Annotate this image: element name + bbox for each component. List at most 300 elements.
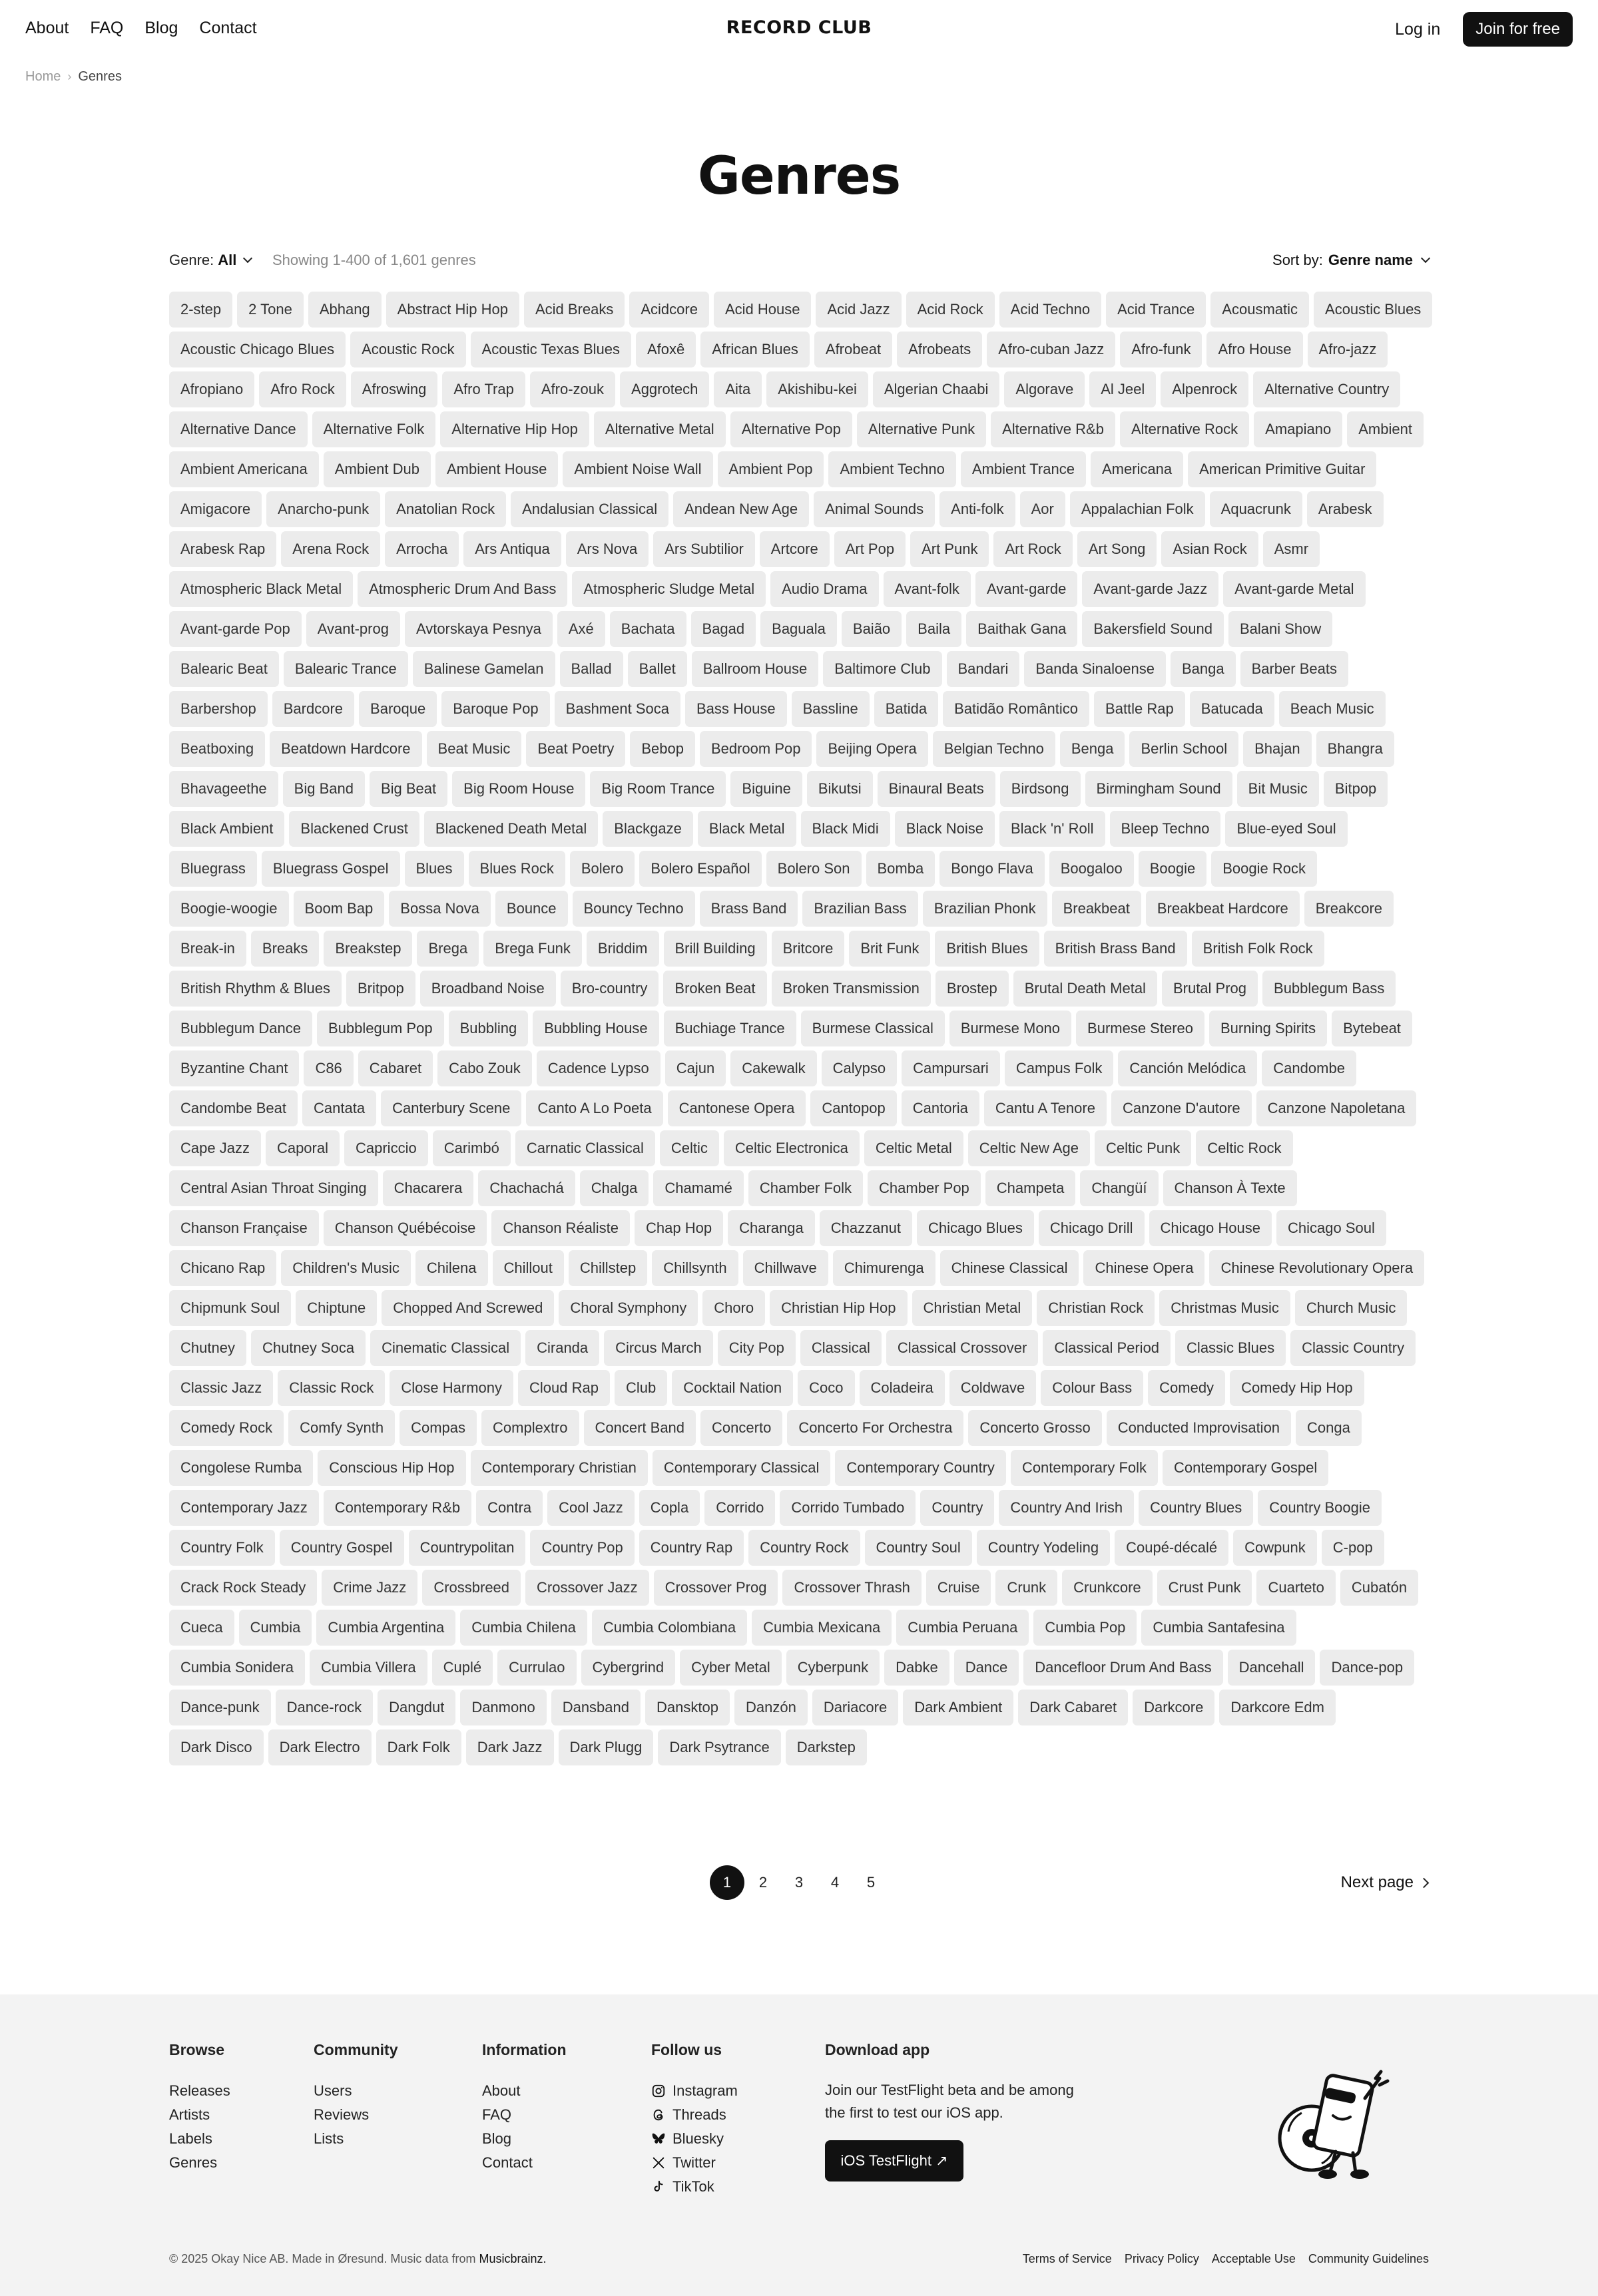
genre-chip[interactable]: Alternative Punk — [857, 411, 986, 447]
genre-chip[interactable]: Bitpop — [1324, 771, 1388, 807]
genre-chip[interactable]: Ambient Pop — [718, 451, 824, 487]
genre-chip[interactable]: Country And Irish — [999, 1490, 1134, 1526]
genre-chip[interactable]: Colour Bass — [1041, 1370, 1143, 1406]
genre-chip[interactable]: Cumbia Peruana — [896, 1610, 1029, 1646]
genre-chip[interactable]: Blackened Crust — [289, 811, 419, 847]
genre-chip[interactable]: Chanson Québécoise — [324, 1210, 487, 1246]
genre-chip[interactable]: Chamamé — [653, 1170, 743, 1206]
genre-chip[interactable]: Darkcore Edm — [1219, 1690, 1336, 1725]
genre-chip[interactable]: Atmospheric Drum And Bass — [358, 571, 567, 607]
genre-chip[interactable]: British Folk Rock — [1192, 931, 1324, 967]
genre-chip[interactable]: Cantu A Tenore — [984, 1090, 1107, 1126]
genre-chip[interactable]: Countrypolitan — [409, 1530, 526, 1566]
genre-chip[interactable]: Chacarera — [383, 1170, 474, 1206]
genre-chip[interactable]: American Primitive Guitar — [1188, 451, 1376, 487]
footer-link-labels[interactable]: Labels — [169, 2130, 212, 2147]
genre-chip[interactable]: Acid Techno — [999, 292, 1101, 328]
genre-chip[interactable]: Concerto — [700, 1410, 782, 1446]
genre-chip[interactable]: Anti-folk — [939, 491, 1015, 527]
page-number-button[interactable]: 1 — [710, 1865, 744, 1900]
footer-link-bluesky[interactable] — [651, 2127, 738, 2151]
genre-chip[interactable]: Audio Drama — [770, 571, 878, 607]
genre-chip[interactable]: Amapiano — [1254, 411, 1342, 447]
genre-chip[interactable]: Bakersfield Sound — [1082, 611, 1224, 647]
genre-chip[interactable]: Cumbia Argentina — [316, 1610, 455, 1646]
breadcrumb-home-link[interactable]: Home — [25, 69, 61, 84]
genre-chip[interactable]: Country Gospel — [280, 1530, 404, 1566]
genre-chip[interactable]: Cumbia Santafesina — [1141, 1610, 1296, 1646]
genre-chip[interactable]: Alternative Dance — [169, 411, 308, 447]
genre-chip[interactable]: Afro Trap — [442, 371, 525, 407]
genre-chip[interactable]: Bardcore — [272, 691, 354, 727]
genre-chip[interactable]: Bhangra — [1316, 731, 1394, 767]
genre-chip[interactable]: Ars Subtilior — [653, 531, 755, 567]
genre-chip[interactable]: Banda Sinaloense — [1024, 651, 1166, 687]
genre-chip[interactable]: Concert Band — [584, 1410, 696, 1446]
genre-chip[interactable]: Avant-prog — [306, 611, 400, 647]
genre-chip[interactable]: Bebop — [630, 731, 695, 767]
genre-chip[interactable]: Chicano Rap — [169, 1250, 276, 1286]
genre-chip[interactable]: Coco — [798, 1370, 854, 1406]
genre-chip[interactable]: 2-step — [169, 292, 232, 328]
genre-chip[interactable]: Batidão Romântico — [943, 691, 1089, 727]
page-number-button[interactable]: 2 — [758, 1874, 768, 1891]
genre-chip[interactable]: British Brass Band — [1044, 931, 1187, 967]
genre-chip[interactable]: Cumbia Sonidera — [169, 1650, 305, 1686]
genre-chip[interactable]: Boom Bap — [294, 891, 385, 927]
genre-chip[interactable]: Brazilian Bass — [802, 891, 918, 927]
genre-chip[interactable]: Baroque Pop — [441, 691, 549, 727]
genre-chip[interactable]: Acousmatic — [1210, 292, 1309, 328]
genre-chip[interactable]: Black Midi — [801, 811, 890, 847]
genre-chip[interactable]: Currulao — [497, 1650, 576, 1686]
genre-chip[interactable]: Chinese Opera — [1083, 1250, 1204, 1286]
genre-chip[interactable]: Alternative R&b — [991, 411, 1115, 447]
genre-chip[interactable]: Corrido — [704, 1490, 775, 1526]
genre-chip[interactable]: Cantopop — [810, 1090, 896, 1126]
genre-chip[interactable]: Benga — [1060, 731, 1125, 767]
genre-chip[interactable]: Cumbia Chilena — [460, 1610, 587, 1646]
genre-chip[interactable]: Bomba — [866, 851, 935, 887]
genre-chip[interactable]: Chopped And Screwed — [382, 1290, 554, 1326]
genre-chip[interactable]: Dansband — [551, 1690, 641, 1725]
genre-chip[interactable]: Alpenrock — [1161, 371, 1248, 407]
footer-link-reviews[interactable]: Reviews — [314, 2106, 370, 2123]
genre-chip[interactable]: Calypso — [822, 1050, 897, 1086]
genre-chip[interactable]: Danmono — [460, 1690, 546, 1725]
genre-chip[interactable]: Crack Rock Steady — [169, 1570, 317, 1606]
genre-chip[interactable]: Club — [615, 1370, 667, 1406]
genre-chip[interactable]: Balearic Beat — [169, 651, 279, 687]
genre-chip[interactable]: Compas — [400, 1410, 477, 1446]
genre-chip[interactable]: Canterbury Scene — [381, 1090, 521, 1126]
join-button[interactable]: Join for free — [1463, 12, 1573, 47]
genre-chip[interactable]: Choro — [702, 1290, 765, 1326]
genre-chip[interactable]: Brutal Death Metal — [1013, 971, 1157, 1007]
genre-chip[interactable]: Cumbia — [239, 1610, 312, 1646]
genre-chip[interactable]: Blackened Death Metal — [424, 811, 598, 847]
genre-chip[interactable]: Americana — [1091, 451, 1183, 487]
genre-chip[interactable]: Chamber Folk — [748, 1170, 863, 1206]
genre-chip[interactable]: Dark Plugg — [559, 1729, 654, 1765]
page-number-button[interactable]: 4 — [830, 1874, 840, 1891]
genre-chip[interactable]: Banga — [1171, 651, 1236, 687]
genre-chip[interactable]: Country Rap — [639, 1530, 744, 1566]
genre-chip[interactable]: Bassline — [792, 691, 870, 727]
genre-chip[interactable]: Dark Jazz — [466, 1729, 554, 1765]
genre-chip[interactable]: Bashment Soca — [555, 691, 680, 727]
genre-chip[interactable]: Country Boogie — [1258, 1490, 1382, 1526]
genre-chip[interactable]: Crust Punk — [1157, 1570, 1252, 1606]
genre-chip[interactable]: Dancehall — [1228, 1650, 1316, 1686]
genre-chip[interactable]: Dark Ambient — [903, 1690, 1013, 1725]
genre-chip[interactable]: Dansktop — [645, 1690, 730, 1725]
genre-chip[interactable]: Ballroom House — [692, 651, 819, 687]
genre-chip[interactable]: Arrocha — [385, 531, 459, 567]
genre-chip[interactable]: Country Blues — [1139, 1490, 1253, 1526]
genre-chip[interactable]: Cantata — [302, 1090, 376, 1126]
footer-link-faq[interactable]: FAQ — [482, 2106, 512, 2123]
genre-chip[interactable]: Celtic Rock — [1196, 1130, 1292, 1166]
genre-chip[interactable]: Chillwave — [743, 1250, 828, 1286]
genre-chip[interactable]: Black Noise — [895, 811, 995, 847]
genre-chip[interactable]: Campursari — [902, 1050, 1000, 1086]
genre-chip[interactable]: Big Band — [283, 771, 365, 807]
genre-chip[interactable]: Concerto For Orchestra — [787, 1410, 963, 1446]
genre-chip[interactable]: Ambient Techno — [828, 451, 955, 487]
genre-chip[interactable]: Avant-garde — [975, 571, 1077, 607]
genre-chip[interactable]: Dark Disco — [169, 1729, 264, 1765]
genre-chip[interactable]: Comedy Hip Hop — [1230, 1370, 1364, 1406]
genre-chip[interactable]: Crunk — [995, 1570, 1057, 1606]
genre-chip[interactable]: Bubblegum Pop — [317, 1011, 444, 1046]
genre-chip[interactable]: Dance-pop — [1320, 1650, 1414, 1686]
genre-chip[interactable]: Dance-punk — [169, 1690, 271, 1725]
genre-chip[interactable]: Bikutsi — [807, 771, 873, 807]
genre-chip[interactable]: Breakbeat Hardcore — [1146, 891, 1300, 927]
genre-chip[interactable]: Acoustic Chicago Blues — [169, 332, 346, 367]
genre-chip[interactable]: Cape Jazz — [169, 1130, 261, 1166]
genre-chip[interactable]: Cocktail Nation — [672, 1370, 793, 1406]
genre-chip[interactable]: Contemporary Gospel — [1163, 1450, 1328, 1486]
genre-chip[interactable]: Black Metal — [698, 811, 796, 847]
genre-chip[interactable]: Baltimore Club — [823, 651, 941, 687]
genre-chip[interactable]: Akishibu-kei — [766, 371, 868, 407]
genre-chip[interactable]: Arena Rock — [281, 531, 380, 567]
genre-chip[interactable]: Crossbreed — [422, 1570, 521, 1606]
genre-chip[interactable]: Comedy — [1148, 1370, 1225, 1406]
genre-chip[interactable]: Chutney Soca — [251, 1330, 366, 1366]
genre-chip[interactable]: Algorave — [1004, 371, 1085, 407]
genre-chip[interactable]: Darkcore — [1133, 1690, 1214, 1725]
genre-chip[interactable]: Brill Building — [664, 931, 767, 967]
genre-chip[interactable]: Dark Folk — [376, 1729, 461, 1765]
community-guidelines-link[interactable]: Community Guidelines — [1308, 2252, 1429, 2265]
genre-chip[interactable]: Chap Hop — [635, 1210, 723, 1246]
genre-chip[interactable]: Cueca — [169, 1610, 234, 1646]
page-number-button[interactable]: 5 — [866, 1874, 876, 1891]
genre-chip[interactable]: Dancefloor Drum And Bass — [1023, 1650, 1222, 1686]
genre-chip[interactable]: Choral Symphony — [559, 1290, 698, 1326]
genre-chip[interactable]: Cuarteto — [1256, 1570, 1335, 1606]
genre-chip[interactable]: Batida — [874, 691, 938, 727]
genre-chip[interactable]: Chalga — [580, 1170, 649, 1206]
genre-chip[interactable]: Ciranda — [525, 1330, 599, 1366]
genre-chip[interactable]: Chillsynth — [652, 1250, 738, 1286]
genre-chip[interactable]: Afrobeat — [814, 332, 892, 367]
next-page-button[interactable] — [1341, 1873, 1428, 1892]
genre-chip[interactable]: C86 — [304, 1050, 353, 1086]
genre-chip[interactable]: Classical Period — [1043, 1330, 1171, 1366]
genre-chip[interactable]: Britpop — [346, 971, 415, 1007]
genre-chip[interactable]: Chillout — [493, 1250, 564, 1286]
genre-chip[interactable]: Contemporary Jazz — [169, 1490, 319, 1526]
genre-chip[interactable]: African Blues — [700, 332, 810, 367]
genre-chip[interactable]: Ambient — [1347, 411, 1424, 447]
genre-chip[interactable]: Corrido Tumbado — [780, 1490, 916, 1526]
genre-chip[interactable]: Belgian Techno — [933, 731, 1055, 767]
genre-chip[interactable]: Candombe — [1262, 1050, 1356, 1086]
genre-chip[interactable]: Chillstep — [569, 1250, 647, 1286]
genre-chip[interactable]: Christian Rock — [1037, 1290, 1155, 1326]
genre-chip[interactable]: Christian Metal — [912, 1290, 1033, 1326]
genre-chip[interactable]: Blues — [405, 851, 464, 887]
genre-chip[interactable]: Alternative Country — [1253, 371, 1400, 407]
genre-chip[interactable]: Crossover Jazz — [525, 1570, 649, 1606]
genre-chip[interactable]: Arabesk — [1307, 491, 1384, 527]
genre-chip[interactable]: Dariacore — [812, 1690, 898, 1725]
nav-blog-link[interactable]: Blog — [144, 19, 178, 37]
genre-chip[interactable]: Barbershop — [169, 691, 268, 727]
genre-chip[interactable]: Cybergrind — [581, 1650, 676, 1686]
genre-chip[interactable]: Complextro — [481, 1410, 579, 1446]
genre-chip[interactable]: Bedroom Pop — [700, 731, 812, 767]
genre-chip[interactable]: Classic Jazz — [169, 1370, 273, 1406]
genre-chip[interactable]: Broken Transmission — [772, 971, 931, 1007]
genre-chip[interactable]: Chutney — [169, 1330, 246, 1366]
genre-chip[interactable]: Artcore — [760, 531, 830, 567]
genre-chip[interactable]: Chilena — [415, 1250, 488, 1286]
privacy-link[interactable]: Privacy Policy — [1124, 2252, 1199, 2265]
genre-chip[interactable]: Baguala — [760, 611, 837, 647]
genre-chip[interactable]: Broadband Noise — [420, 971, 556, 1007]
footer-link-artists[interactable]: Artists — [169, 2106, 210, 2123]
genre-chip[interactable]: Chipmunk Soul — [169, 1290, 291, 1326]
genre-chip[interactable]: Aor — [1020, 491, 1065, 527]
genre-chip[interactable]: Classic Country — [1290, 1330, 1416, 1366]
genre-chip[interactable]: Chinese Classical — [940, 1250, 1079, 1286]
genre-chip[interactable]: Cumbia Mexicana — [752, 1610, 892, 1646]
genre-chip[interactable]: Biguine — [730, 771, 802, 807]
genre-chip[interactable]: Art Punk — [910, 531, 989, 567]
genre-chip[interactable]: Breakstep — [324, 931, 412, 967]
genre-chip[interactable]: Coladeira — [860, 1370, 945, 1406]
genre-chip[interactable]: Chachachá — [478, 1170, 575, 1206]
genre-chip[interactable]: Atmospheric Sludge Metal — [572, 571, 766, 607]
genre-chip[interactable]: Cumbia Colombiana — [592, 1610, 747, 1646]
genre-chip[interactable]: Afropiano — [169, 371, 254, 407]
genre-chip[interactable]: Animal Sounds — [814, 491, 935, 527]
genre-chip[interactable]: Concerto Grosso — [968, 1410, 1101, 1446]
genre-chip[interactable]: Birdsong — [1000, 771, 1081, 807]
genre-chip[interactable]: Cubatón — [1340, 1570, 1418, 1606]
genre-chip[interactable]: Big Beat — [370, 771, 447, 807]
genre-chip[interactable]: Beach Music — [1279, 691, 1386, 727]
genre-chip[interactable]: Alternative Metal — [594, 411, 726, 447]
genre-chip[interactable]: Contemporary Folk — [1011, 1450, 1158, 1486]
genre-chip[interactable]: Brass Band — [700, 891, 798, 927]
musicbrainz-link[interactable]: Musicbrainz. — [479, 2252, 547, 2265]
genre-chip[interactable]: Bubbling — [449, 1011, 529, 1046]
genre-chip[interactable]: Broken Beat — [663, 971, 766, 1007]
genre-chip[interactable]: Classical — [800, 1330, 882, 1366]
genre-chip[interactable]: Ambient House — [435, 451, 558, 487]
genre-chip[interactable]: City Pop — [718, 1330, 796, 1366]
genre-chip[interactable]: Alternative Folk — [312, 411, 436, 447]
genre-chip[interactable]: Bolero — [570, 851, 635, 887]
genre-chip[interactable]: Capriccio — [344, 1130, 428, 1166]
genre-chip[interactable]: Baithak Gana — [966, 611, 1077, 647]
genre-chip[interactable]: Bhajan — [1243, 731, 1312, 767]
footer-link-users[interactable]: Users — [314, 2082, 352, 2099]
genre-chip[interactable]: Burmese Mono — [949, 1011, 1071, 1046]
genre-chip[interactable]: Canción Melódica — [1118, 1050, 1257, 1086]
genre-chip[interactable]: Brostep — [935, 971, 1009, 1007]
genre-chip[interactable]: Blackgaze — [603, 811, 693, 847]
footer-link-threads[interactable] — [651, 2103, 738, 2127]
genre-chip[interactable]: Baroque — [359, 691, 437, 727]
genre-chip[interactable]: Chamber Pop — [868, 1170, 981, 1206]
genre-chip[interactable]: Cakewalk — [730, 1050, 816, 1086]
genre-chip[interactable]: Alternative Pop — [730, 411, 852, 447]
ios-testflight-button[interactable]: iOS TestFlight ↗ — [825, 2140, 963, 2181]
genre-chip[interactable]: Country — [920, 1490, 994, 1526]
genre-chip[interactable]: Blue-eyed Soul — [1225, 811, 1347, 847]
genre-chip[interactable]: Cantoria — [902, 1090, 979, 1126]
genre-chip[interactable]: Al Jeel — [1089, 371, 1156, 407]
genre-chip[interactable]: Canzone D'autore — [1111, 1090, 1252, 1126]
genre-chip[interactable]: Blues Rock — [469, 851, 565, 887]
footer-link-lists[interactable]: Lists — [314, 2130, 344, 2147]
genre-chip[interactable]: Chicago House — [1149, 1210, 1272, 1246]
genre-chip[interactable]: Ars Nova — [566, 531, 649, 567]
genre-chip[interactable]: Caporal — [266, 1130, 340, 1166]
genre-chip[interactable]: Avant-garde Jazz — [1082, 571, 1218, 607]
genre-chip[interactable]: Abhang — [308, 292, 382, 328]
genre-chip[interactable]: Contemporary Christian — [471, 1450, 648, 1486]
genre-chip[interactable]: Acid Breaks — [524, 292, 625, 328]
genre-chip[interactable]: Art Pop — [834, 531, 906, 567]
genre-chip[interactable]: Central Asian Throat Singing — [169, 1170, 378, 1206]
genre-chip[interactable]: Conscious Hip Hop — [318, 1450, 465, 1486]
genre-chip[interactable]: Bagad — [691, 611, 756, 647]
genre-chip[interactable]: Balinese Gamelan — [413, 651, 555, 687]
genre-chip[interactable]: Campus Folk — [1005, 1050, 1114, 1086]
genre-chip[interactable]: Asian Rock — [1161, 531, 1258, 567]
genre-chip[interactable]: Chanson À Texte — [1163, 1170, 1297, 1206]
genre-chip[interactable]: Brega Funk — [483, 931, 582, 967]
genre-chip[interactable]: Byzantine Chant — [169, 1050, 299, 1086]
genre-chip[interactable]: Dance-rock — [276, 1690, 373, 1725]
genre-chip[interactable]: Carnatic Classical — [515, 1130, 655, 1166]
genre-chip[interactable]: Dark Psytrance — [658, 1729, 780, 1765]
genre-chip[interactable]: Beat Poetry — [526, 731, 625, 767]
genre-chip[interactable]: Andean New Age — [673, 491, 809, 527]
genre-chip[interactable]: Ars Antiqua — [463, 531, 561, 567]
genre-chip[interactable]: Appalachian Folk — [1070, 491, 1205, 527]
genre-chip[interactable]: Celtic — [660, 1130, 719, 1166]
genre-chip[interactable]: Brutal Prog — [1162, 971, 1258, 1007]
genre-chip[interactable]: Breakbeat — [1052, 891, 1141, 927]
genre-chip[interactable]: Andalusian Classical — [511, 491, 668, 527]
nav-contact-link[interactable]: Contact — [199, 19, 257, 37]
genre-chip[interactable]: Candombe Beat — [169, 1090, 298, 1126]
genre-chip[interactable]: Breaks — [251, 931, 319, 967]
terms-link[interactable]: Terms of Service — [1022, 2252, 1112, 2265]
genre-chip[interactable]: Ambient Trance — [961, 451, 1086, 487]
genre-chip[interactable]: Bhavageethe — [169, 771, 278, 807]
genre-chip[interactable]: Breakcore — [1304, 891, 1394, 927]
genre-chip[interactable]: Cumbia Pop — [1033, 1610, 1137, 1646]
genre-chip[interactable]: Bandari — [947, 651, 1020, 687]
genre-chip[interactable]: Cabo Zouk — [437, 1050, 532, 1086]
genre-chip[interactable]: Bluegrass — [169, 851, 257, 887]
genre-chip[interactable]: Cool Jazz — [547, 1490, 635, 1526]
genre-chip[interactable]: Christmas Music — [1159, 1290, 1290, 1326]
genre-chip[interactable]: Celtic New Age — [968, 1130, 1090, 1166]
footer-link-contact[interactable]: Contact — [482, 2154, 533, 2171]
sort-dropdown[interactable] — [1272, 252, 1429, 269]
genre-chip[interactable]: Bit Music — [1237, 771, 1319, 807]
genre-chip[interactable]: C-pop — [1322, 1530, 1384, 1566]
genre-chip[interactable]: Burmese Stereo — [1076, 1011, 1204, 1046]
genre-chip[interactable]: Chanson Française — [169, 1210, 319, 1246]
genre-chip[interactable]: Avtorskaya Pesnya — [405, 611, 553, 647]
genre-chip[interactable]: Ballet — [628, 651, 687, 687]
footer-link-blog[interactable]: Blog — [482, 2130, 512, 2147]
genre-chip[interactable]: Dabke — [884, 1650, 949, 1686]
acceptable-use-link[interactable]: Acceptable Use — [1211, 2252, 1296, 2265]
genre-chip[interactable]: Cajun — [665, 1050, 726, 1086]
genre-chip[interactable]: Big Room Trance — [590, 771, 726, 807]
genre-chip[interactable]: Afro-zouk — [530, 371, 615, 407]
genre-chip[interactable]: Darkstep — [786, 1729, 867, 1765]
genre-chip[interactable]: Contemporary Classical — [653, 1450, 831, 1486]
genre-chip[interactable]: Dangdut — [378, 1690, 455, 1725]
genre-chip[interactable]: Cowpunk — [1233, 1530, 1317, 1566]
genre-chip[interactable]: Bossa Nova — [389, 891, 491, 927]
footer-link-instagram[interactable] — [651, 2079, 738, 2103]
footer-link-tiktok[interactable] — [651, 2175, 738, 2199]
genre-chip[interactable]: Black Ambient — [169, 811, 284, 847]
genre-chip[interactable]: Country Pop — [530, 1530, 634, 1566]
genre-chip[interactable]: Afro Rock — [259, 371, 346, 407]
genre-filter-dropdown[interactable] — [169, 252, 251, 269]
genre-chip[interactable]: Crossover Thrash — [782, 1570, 921, 1606]
genre-chip[interactable]: Children's Music — [281, 1250, 411, 1286]
genre-chip[interactable]: Brit Funk — [849, 931, 930, 967]
genre-chip[interactable]: Aita — [714, 371, 762, 407]
genre-chip[interactable]: Break-in — [169, 931, 246, 967]
genre-chip[interactable]: Bleep Techno — [1110, 811, 1221, 847]
genre-chip[interactable]: Dark Electro — [268, 1729, 372, 1765]
genre-chip[interactable]: Crossover Prog — [654, 1570, 778, 1606]
genre-chip[interactable]: Bass House — [685, 691, 787, 727]
genre-chip[interactable]: Afrobeats — [897, 332, 982, 367]
genre-chip[interactable]: Celtic Metal — [864, 1130, 963, 1166]
genre-chip[interactable]: Conducted Improvisation — [1107, 1410, 1291, 1446]
genre-chip[interactable]: Bolero Español — [639, 851, 761, 887]
